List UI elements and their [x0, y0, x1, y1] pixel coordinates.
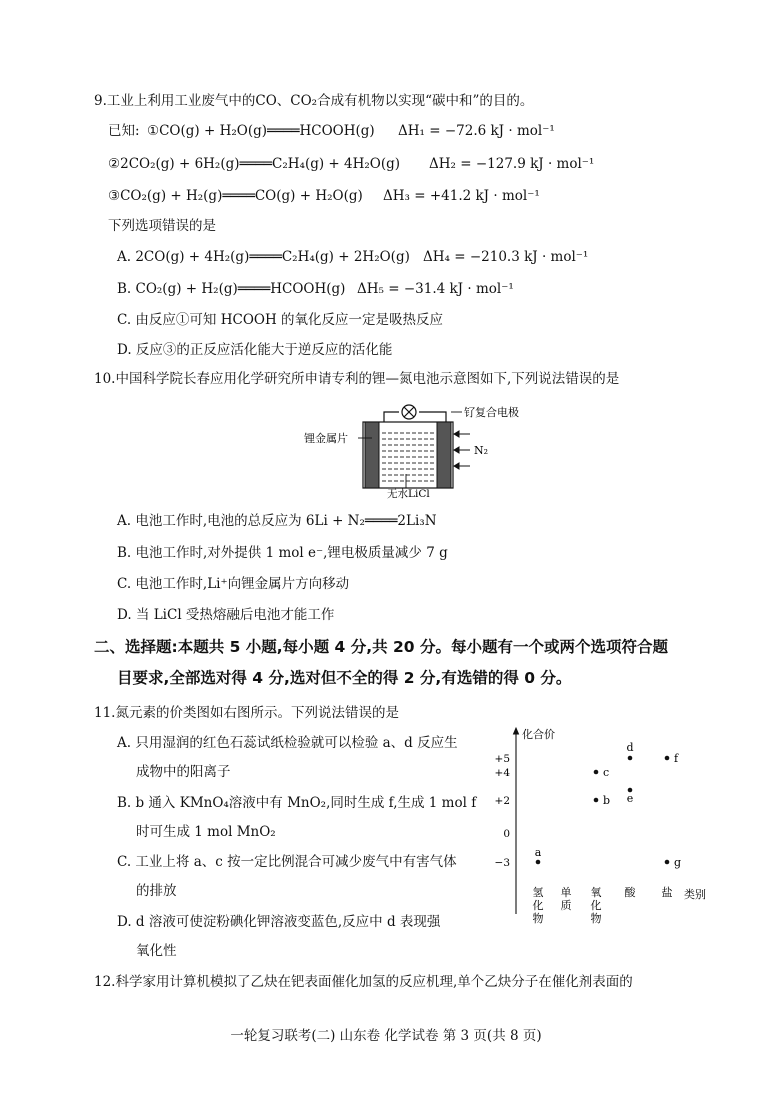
q9-reaction-2: ②2CO₂(g) + 6H₂(g)════C₂H₄(g) + 4H₂O(g)	[108, 156, 401, 172]
y-tick-label: −3	[494, 857, 510, 869]
q9-option-c: C. 由反应①可知 HCOOH 的氧化反应一定是吸热反应	[117, 312, 444, 328]
q10-option-c: C. 电池工作时,Li⁺向锂金属片方向移动	[117, 576, 350, 592]
point-label-b: b	[603, 794, 611, 807]
point-g	[665, 860, 670, 865]
x-category-label: 酸	[624, 886, 636, 899]
q10-stem: 10.中国科学院长春应用化学研究所申请专利的锂—氮电池示意图如下,下列说法错误的是	[94, 371, 620, 387]
q12-stem: 12.科学家用计算机模拟了乙炔在钯表面催化加氢的反应机理,单个乙炔分子在催化剂表面的	[94, 974, 633, 990]
x-axis-label: 类别	[684, 888, 706, 901]
point-d	[628, 756, 633, 761]
q10-option-a: A. 电池工作时,电池的总反应为 6Li + N₂════2Li₃N	[117, 513, 437, 529]
point-b	[594, 798, 599, 803]
point-label-g: g	[674, 856, 682, 869]
y-tick-label: 0	[503, 828, 510, 840]
point-label-a: a	[534, 846, 542, 859]
section2-heading-line2: 目要求,全部选对得 4 分,选对但不全的得 2 分,有选错的得 0 分。	[117, 669, 572, 687]
q9-reaction-2-enthalpy: ΔH₂ = −127.9 kJ · mol⁻¹	[429, 156, 595, 172]
n2-arrows	[454, 431, 470, 469]
q11-option-c-line1: C. 工业上将 a、c 按一定比例混合可减少废气中有害气体	[117, 854, 457, 870]
q9-option-a-enthalpy: ΔH₄ = −210.3 kJ · mol⁻¹	[423, 249, 589, 265]
x-category-label: 物	[532, 912, 544, 925]
q9-option-b: B. CO₂(g) + H₂(g)════HCOOH(g)	[117, 281, 346, 297]
ruthenium-electrode	[437, 422, 451, 488]
point-label-d: d	[626, 741, 634, 754]
point-a	[536, 860, 541, 865]
q9-option-a: A. 2CO(g) + 4H₂(g)════C₂H₄(g) + 2H₂O(g)	[117, 249, 410, 265]
q10-option-b: B. 电池工作时,对外提供 1 mol e⁻,锂电极质量减少 7 g	[117, 545, 448, 561]
q9-reaction-3-enthalpy: ΔH₃ = +41.2 kJ · mol⁻¹	[383, 188, 540, 204]
point-f	[665, 756, 670, 761]
q11-stem: 11.氮元素的价类图如右图所示。下列说法错误的是	[94, 705, 399, 721]
q11-option-b-line2: 时可生成 1 mol MnO₂	[136, 824, 276, 840]
q9-question: 下列选项错误的是	[108, 218, 216, 234]
y-axis-label: 化合价	[522, 728, 555, 741]
x-category-label: 化	[590, 899, 602, 912]
y-tick-label: +4	[494, 767, 510, 779]
label-ruthenium-electrode: 钌复合电极	[464, 406, 519, 419]
x-category-label: 单	[560, 886, 572, 899]
q11-option-a-line1: A. 只用湿润的红色石蕊试纸检验就可以检验 a、d 反应生	[117, 735, 458, 751]
q9-option-b-enthalpy: ΔH₅ = −31.4 kJ · mol⁻¹	[357, 281, 514, 297]
x-category-label: 氢	[532, 886, 544, 899]
q9-option-d: D. 反应③的正反应活化能大于逆反应的活化能	[117, 342, 393, 358]
x-category-label: 质	[560, 899, 572, 912]
label-anhydrous-licl: 无水LiCl	[387, 488, 430, 500]
y-tick-label: +2	[494, 795, 510, 807]
x-category-label: 氧	[590, 886, 602, 899]
page-footer: 一轮复习联考(二) 山东卷 化学试卷 第 3 页(共 8 页)	[230, 1028, 542, 1044]
label-n2: N₂	[474, 444, 489, 457]
q11-option-b-line1: B. b 通入 KMnO₄溶液中有 MnO₂,同时生成 f,生成 1 mol f	[117, 795, 477, 811]
lithium-electrode	[365, 422, 379, 488]
q9-reaction-1-enthalpy: ΔH₁ = −72.6 kJ · mol⁻¹	[398, 123, 555, 139]
q11-option-c-line2: 的排放	[136, 883, 177, 899]
section2-heading-line1: 二、选择题:本题共 5 小题,每小题 4 分,共 20 分。每小题有一个或两个选项符合题	[94, 638, 668, 656]
label-lithium-sheet: 锂金属片	[304, 432, 348, 445]
q11-option-a-line2: 成物中的阳离子	[136, 764, 231, 780]
x-category-label: 物	[590, 912, 602, 925]
q9-reaction-3: ③CO₂(g) + H₂(g)════CO(g) + H₂O(g)	[108, 188, 363, 204]
x-category-label: 化	[532, 899, 544, 912]
q11-option-d-line1: D. d 溶液可使淀粉碘化钾溶液变蓝色,反应中 d 表现强	[117, 914, 441, 930]
point-label-e: e	[626, 792, 634, 805]
y-tick-label: +5	[494, 753, 510, 765]
q9-reaction-1: ①CO(g) + H₂O(g)════HCOOH(g)	[147, 123, 375, 139]
lamp-icon	[402, 405, 416, 419]
x-category-label: 盐	[661, 886, 673, 899]
nitrogen-valence-class-chart	[488, 722, 748, 932]
point-c	[594, 770, 599, 775]
point-label-c: c	[603, 766, 610, 779]
q9-known-prefix: 已知:	[108, 123, 140, 139]
q10-option-d: D. 当 LiCl 受热熔融后电池才能工作	[117, 607, 335, 623]
q9-stem: 9.工业上利用工业废气中的CO、CO₂合成有机物以实现“碳中和”的目的。	[94, 93, 534, 109]
q11-option-d-line2: 氧化性	[136, 943, 177, 959]
li-n2-battery-diagram	[290, 398, 530, 500]
point-label-f: f	[674, 752, 679, 765]
